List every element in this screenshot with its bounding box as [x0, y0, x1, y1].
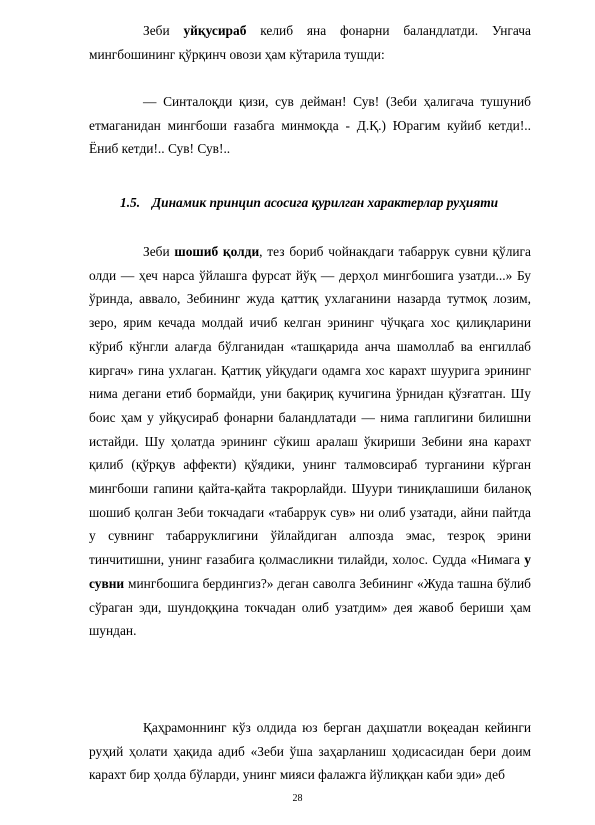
text-run: — Синталоқди қизи, сув дейман! Сув! (Зеби ҳалигача тушуниб етмаганидан мингбоши ғазабга минмоқда - Д.Қ.) Юрагим куйиб кетди!.. Ёниб кетди!.. Сув! Сув!..	[89, 94, 531, 157]
text-run: Зеби	[143, 23, 184, 38]
section-heading	[120, 195, 498, 211]
page-number: 28	[292, 793, 303, 804]
section-title: Динамик принцип асосига қурилган характерлар руҳияти	[152, 195, 499, 210]
bold-phrase: шошиб қолди	[174, 244, 260, 259]
section-number: 1.5.	[120, 195, 141, 210]
paragraph-2	[89, 90, 531, 161]
text-run: Қаҳрамоннинг кўз олдида юз берган даҳшатли воқеадан кейинги руҳий ҳолати ҳақида адиб «Зеби ўша заҳарланиш ҳодисасидан бери доим карахт бир ҳолда бўларди, унинг мияси фалажга йўлиққан каби эди» деб	[89, 720, 531, 783]
paragraph-4	[89, 716, 531, 787]
text-run: мингбошига бердингиз?» деган саволга Зебининг «Жуда ташна бўлиб сўраган эди, шундоққина токчадан олиб узатдим» дея жавоб бериши ҳам шундан.	[89, 575, 531, 639]
paragraph-1	[89, 19, 531, 66]
paragraph-3	[89, 240, 531, 643]
text-run: келиб яна фонарни баландлатди. Унгача мингбошининг қўрқинч овози ҳам кўтарила тушди:	[89, 23, 531, 62]
bold-phrase: у сувни	[89, 552, 531, 591]
bold-phrase: уйқусираб	[183, 23, 247, 38]
text-run: , тез бориб чойнакдаги табаррук сувни қўлига олди — ҳеч нарса ўйлашга фурсат йўқ — дерҳол мингбошига узатди...» Бу ўринда, аввало, Зебининг жуда қаттиқ ухлаганини назарда тутмоқ лозим, зеро, ярим кечада молдай ичиб келган эрининг чўчқага хос қилиқларини кўриб кўнгли алағда бўлганидан «ташқарида анча шамоллаб ва енгиллаб киргач» гина ухлаган. Қаттиқ уйқудаги одамга хос карахт шуурига эрининг нима дегани етиб бормайди, уни бақириқ кучигина ўрнидан қўзғатган. Шу боис ҳам у уйқусираб фонарни баландлатади — нима гаплигини билишни истайди. Шу ҳолатда эрининг сўкиш аралаш ўкириши Зебини яна карахт қилиб (қўрқув аффекти) қўядики, унинг талмовсираб турганини кўрган мингбоши гапини қайта-қайта такрорлайди. Шуури тиниқлашиши биланоқ шошиб қолган Зеби токчадаги «табаррук сув» ни олиб узатади, айни пайтда у сувнинг табарруклигини ўйлайдиган алпозда эмас, тезроқ эрини тинчитишни, унинг ғазабига қолмасликни тилайди, холос. Судда «Нимага	[89, 244, 531, 568]
text-run: Зеби	[143, 244, 175, 259]
